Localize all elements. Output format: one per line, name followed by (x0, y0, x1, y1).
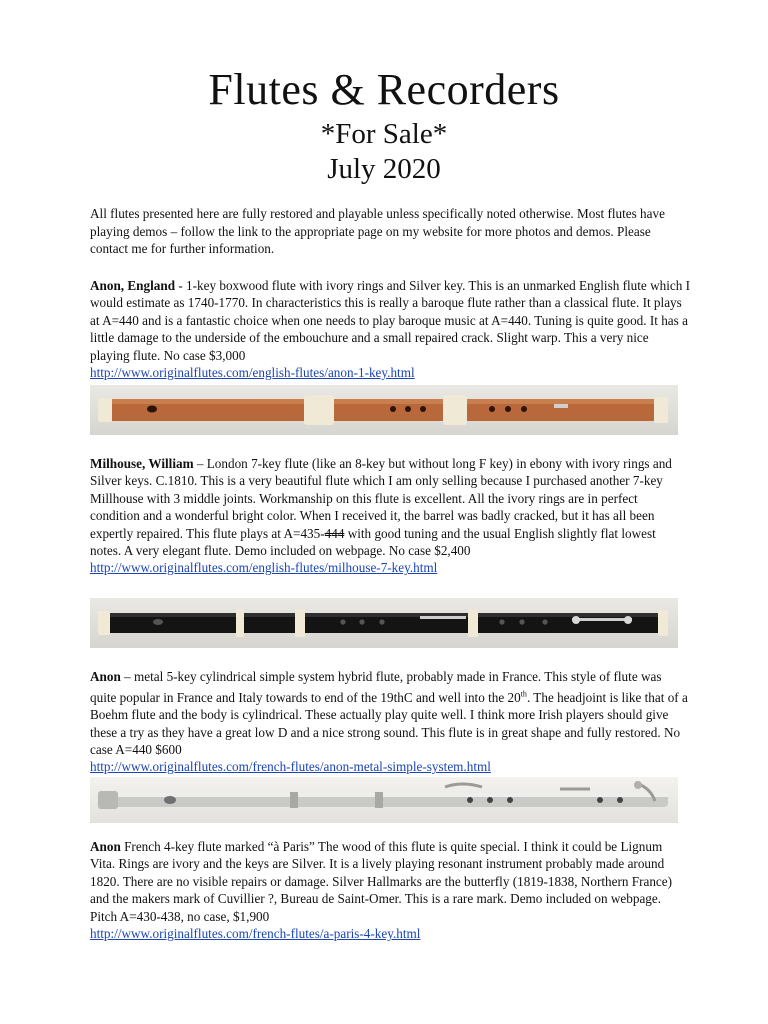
flute-photo-ebony (90, 598, 678, 648)
listing-milhouse-william (90, 455, 690, 577)
embouchure-hole (147, 406, 157, 413)
listing-anon-metal (90, 668, 690, 776)
ivory-ring (98, 611, 110, 635)
listing-maker: Anon (90, 669, 121, 684)
listing-anon-england (90, 277, 690, 381)
listing-anon-paris (90, 838, 690, 942)
ivory-ring (658, 610, 668, 636)
ivory-ring (295, 609, 305, 637)
listing-text (90, 278, 690, 363)
listing-separator: – (120, 669, 134, 684)
listing-text (90, 456, 672, 558)
listing-separator: - (175, 278, 187, 293)
silver-key (572, 618, 632, 621)
struck-pitch: 444 (324, 525, 345, 541)
flute-photo-boxwood (90, 385, 678, 435)
page-subtitle: *For Sale* (320, 118, 448, 150)
listing-link[interactable]: http://www.originalflutes.com/english-flutes/anon-1-key.html (90, 365, 415, 381)
listing-description: metal 5-key cylindrical simple system hybrid flute, probably made in France. This style of flute was quite popular in France and Italy towards to end of the 19thC and well into the 20 (90, 669, 662, 705)
listing-description: 1-key boxwood flute with ivory rings and Silver key. This is an unmarked English flute which I would estimate as 1740-1770. In characteristics this is really a baroque flute rather than a classical flute. It plays at A=440 and is a fantastic choice when one needs to play baroque music at A=440. Tuning is quite good. It has a little damage to the underside of the embouchure and a small repaired crack. Slight warp. This a very nice playing flute. No case $3,000 (90, 278, 691, 363)
ordinal-suffix: th (520, 689, 527, 699)
listing-link[interactable]: http://www.originalflutes.com/english-flutes/milhouse-7-key.html (90, 560, 438, 576)
metal-key (445, 784, 482, 787)
ivory-ring (443, 395, 467, 425)
listing-separator: – (193, 456, 207, 471)
listing-maker: Anon (90, 839, 121, 854)
listing-maker: Milhouse, William (90, 456, 194, 471)
ivory-ring (468, 609, 478, 637)
intro-paragraph: All flutes presented here are fully restored and playable unless specifically noted otherwise. Most flutes have playing demos – follow the link to the appropriate page on my website for more photos and demos. Please contact me for further information. (90, 206, 665, 256)
listing-description: French 4-key flute marked “à Paris” The wood of this flute is quite special. I think it could be Lignum Vita. Rings are ivory and the keys are Silver. It is a lively playing resonant instrument probably made around 1820. There are no visible repairs or damage. Silver Hallmarks are the butterfly (1819-1838, Northern France) and the makers mark of Cuvillier ?, Bureau de Saint-Omer. This is a rare mark. Demo included on webpage. Pitch A=430-438, no case, $1,900 (90, 839, 673, 924)
page-title: Flutes & Recorders (208, 65, 560, 114)
listing-description: London 7-key flute (like an 8-key but without long F key) in ebony with ivory rings and Silver keys. C.1810. This is a very beautiful flute which I am only selling because I purchased another 7-key Millhouse with 3 middle joints. Workmanship on this flute is excellent. All the ivory rings are in perfect condition and a wonderful bright color. When I received it, the barrel was badly cracked, but it has all been expertly repaired. This flute plays at A=435- (90, 456, 672, 541)
ivory-ring (98, 398, 112, 422)
listing-link[interactable]: http://www.originalflutes.com/french-flutes/a-paris-4-key.html (90, 926, 421, 942)
listing-description-cont: with good tuning and the usual English slightly flat lowest notes. A very elegant flute. Demo included on webpage. No case $2,400 (90, 525, 656, 559)
listing-link[interactable]: http://www.originalflutes.com/french-flutes/anon-metal-simple-system.html (90, 759, 491, 775)
listing-description-cont: . The headjoint is like that of a Boehm flute and the body is cylindrical. These actually play quite well. I think more Irish players should give these a try as they have a great low D and a nice strong sound. This flute is in great shape and fully restored. No case A=440 $600 (90, 689, 688, 758)
ivory-ring (236, 609, 244, 637)
embouchure-hole (164, 796, 176, 804)
ivory-ring (654, 397, 668, 423)
listing-text (90, 669, 688, 757)
ivory-ring (304, 395, 334, 425)
listing-maker: Anon, England (90, 278, 176, 293)
listing-text (90, 839, 672, 924)
silver-key (420, 616, 466, 619)
page-date: July 2020 (327, 153, 441, 185)
flute-photo-metal (90, 777, 678, 823)
silver-key (554, 404, 568, 408)
